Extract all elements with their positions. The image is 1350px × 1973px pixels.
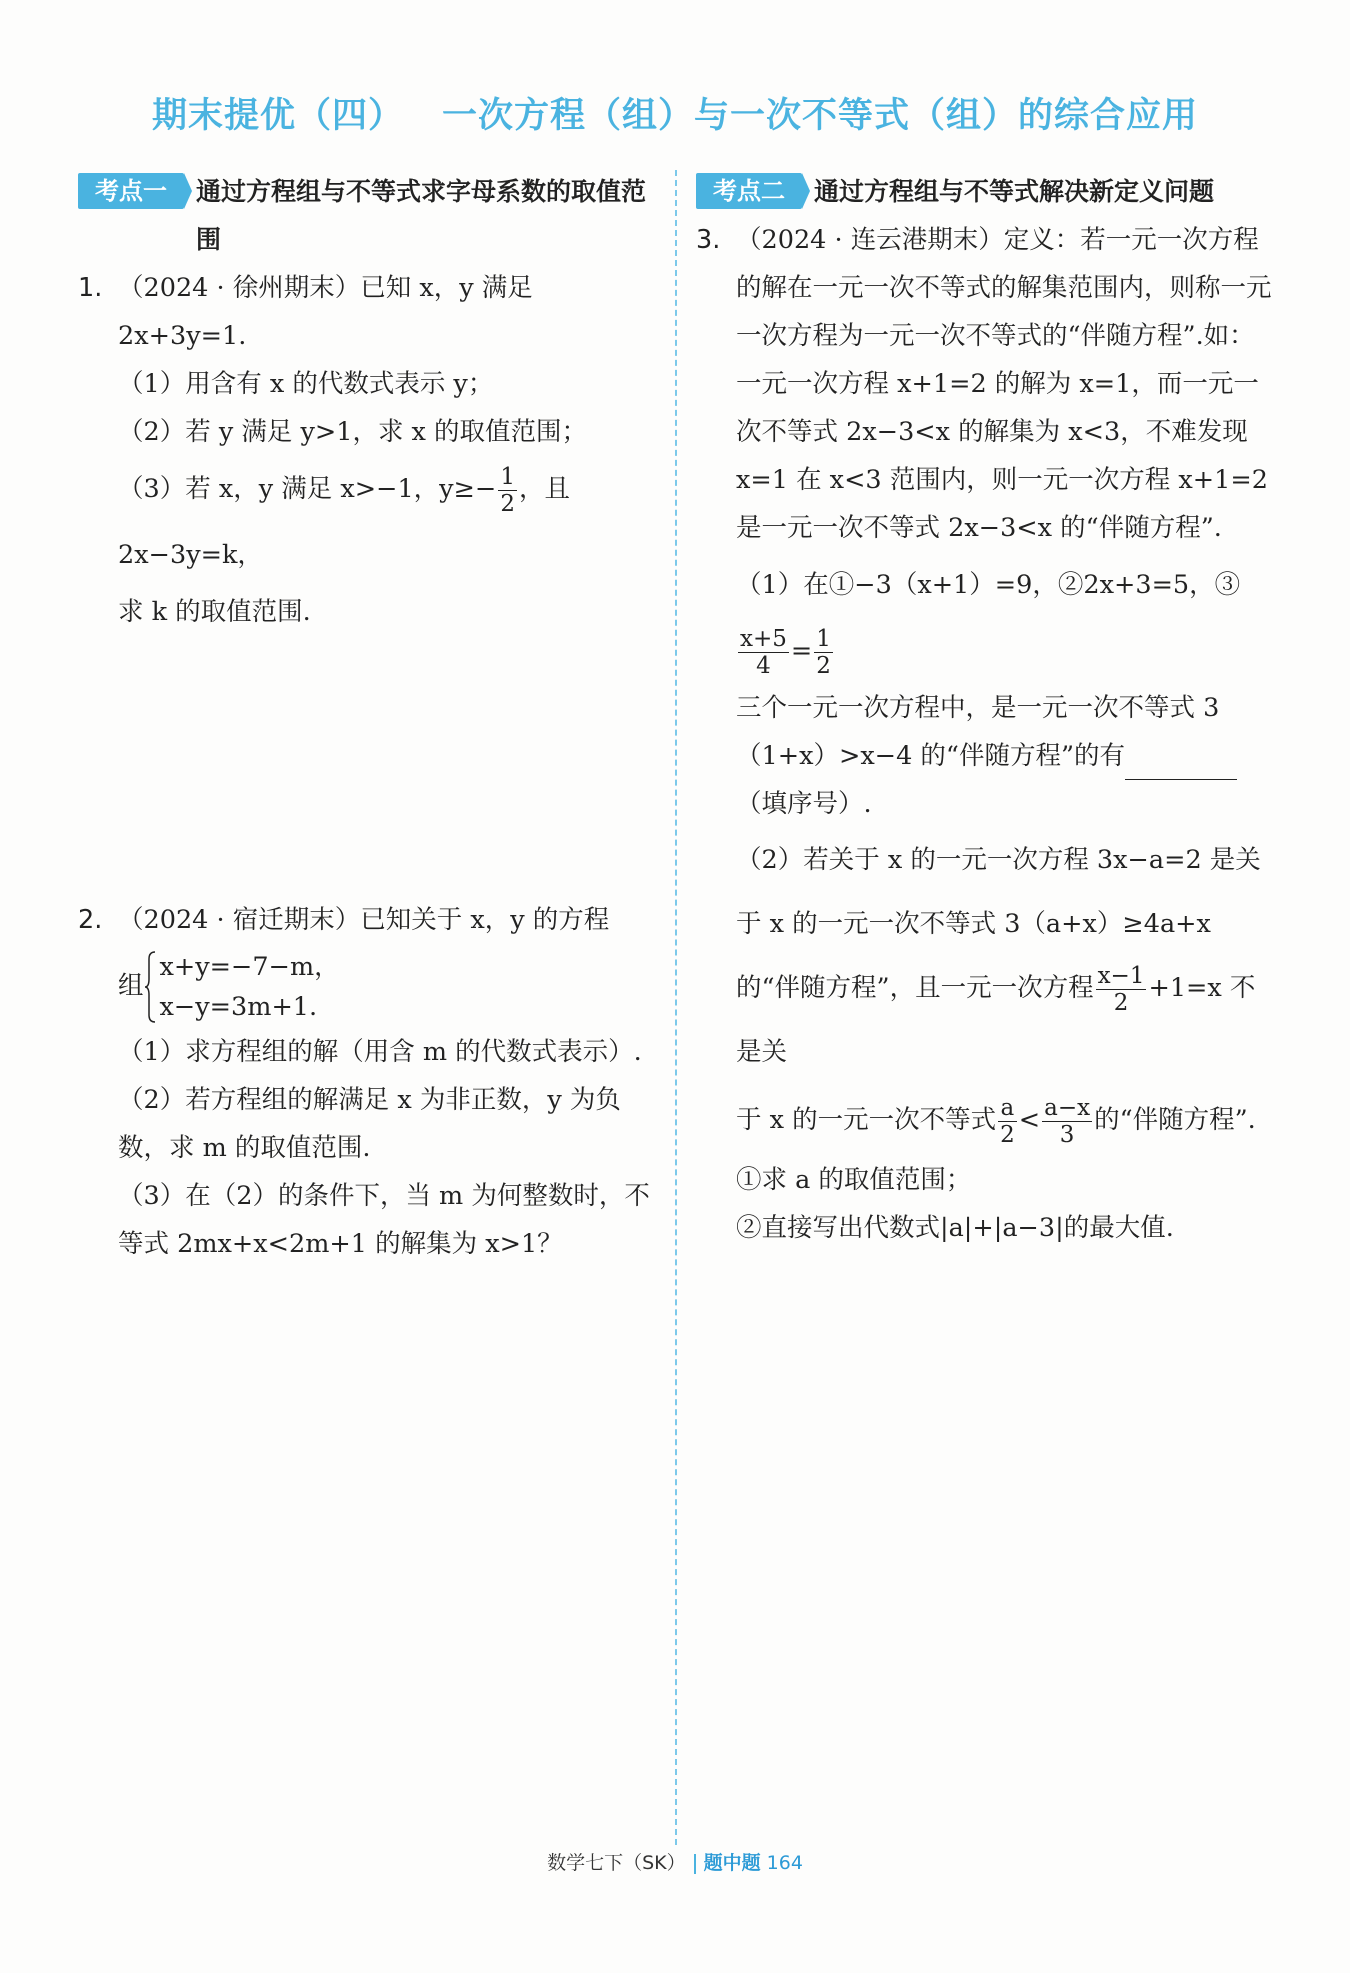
q3-fraction-1	[738, 626, 789, 679]
q3-fraction-1-num: x+5	[740, 625, 787, 652]
footer-separator	[694, 1854, 696, 1874]
q2-equation-1: x+y=−7−m，	[159, 952, 340, 982]
column-divider	[675, 170, 677, 1845]
question-number-2: 2.	[78, 905, 103, 935]
q3-fraction-4-num: a	[998, 1095, 1017, 1122]
q3-fraction-5-den: 3	[1059, 1121, 1075, 1148]
q3-part2	[736, 828, 1276, 1084]
q2-stem: （2024 · 宿迁期末）已知关于 x，y 的方程	[118, 905, 610, 935]
footer-book: 数学七下（SK）	[547, 1852, 686, 1874]
q1-part2: （2）若 y 满足 y>1，求 x 的取值范围；	[118, 417, 588, 447]
q3-fraction-5	[1042, 1095, 1092, 1148]
q3-fraction-1-den: 4	[756, 652, 771, 679]
q3-fraction-2	[814, 626, 833, 679]
q2-equation-2: x−y=3m+1.	[159, 992, 318, 1022]
q2-part1: （1）求方程组的解（用含 m 的代数式表示）.	[118, 1037, 642, 1067]
section-badge-1: 考点一	[78, 173, 184, 209]
q3-fraction-3-den: 2	[1113, 989, 1129, 1016]
q3-sub2: ②直接写出代数式|a|+|a−3|的最大值.	[736, 1213, 1174, 1243]
q3-fraction-4	[998, 1095, 1017, 1148]
q3-stem: （2024 · 连云港期末）定义：若一元一次方程的解在一元一次不等式的解集范围内，则称一元一次方程为一元一次不等式的“伴随方程”.如：一元一次方程 x+1=2 的解为 x=1，而一元一次不等式 2x−3<x 的解集为 x<3，不难发现 x=1 在 x<3 范围内，则一元一次方程 x+1=2 是一元一次不等式 2x−3<x 的“伴随方程”.	[736, 225, 1272, 543]
q2-part3: （3）在（2）的条件下，当 m 为何整数时，不等式 2mx+x<2m+1 的解集为 x>1？	[118, 1181, 650, 1259]
q3-fraction-3	[1096, 963, 1147, 1016]
q3-part1-end: （填序号）.	[736, 789, 872, 819]
section-heading-2	[696, 168, 1276, 216]
question-number-1: 1.	[78, 273, 103, 303]
section-badge-2: 考点二	[696, 173, 802, 209]
question-3	[696, 216, 1276, 1252]
q3-equals: =	[790, 636, 813, 666]
right-column	[696, 168, 1276, 1252]
brace-icon	[144, 951, 156, 1023]
q3-fraction-2-num: 1	[816, 625, 831, 652]
q3-part2-text-a: （2）若关于 x 的一元一次方程 3x−a=2 是关于 x 的一元一次不等式 3（a+x）≥4a+x 的“伴随方程”，且一元一次方程	[736, 845, 1261, 1003]
q3-fraction-5-num: a−x	[1044, 1094, 1091, 1121]
q3-fraction-3-num: x−1	[1097, 962, 1145, 989]
q3-fraction-2-den: 2	[816, 652, 831, 679]
q1-part3-text-a: （3）若 x，y 满足 x>−1，y≥−	[118, 474, 497, 504]
section-heading-1	[78, 168, 658, 264]
q1-fraction-num: 1	[500, 463, 515, 490]
q3-part1	[736, 552, 1276, 684]
section-title-1: 通过方程组与不等式求字母系数的取值范围	[196, 177, 647, 254]
q1-part3-text-b: ，且 2x−3y=k，	[118, 474, 570, 570]
q3-part1-cont	[736, 684, 1276, 780]
footer-tag: 题中题	[703, 1852, 761, 1874]
q3-part2-cont	[736, 1084, 1276, 1156]
q3-fraction-4-den: 2	[1000, 1121, 1015, 1148]
q1-fraction-den: 2	[500, 490, 515, 517]
q3-sub1: ①求 a 的取值范围；	[736, 1165, 972, 1195]
equation-system	[144, 947, 340, 1027]
page-title	[0, 88, 1350, 138]
title-part1: 期末提优（四）	[151, 95, 404, 136]
title-part2: 一次方程（组）与一次不等式（组）的综合应用	[442, 95, 1199, 136]
q1-part3-cont: 求 k 的取值范围.	[118, 597, 311, 627]
q3-part1-text-b: 三个一元一次方程中，是一元一次不等式 3（1+x）>x−4 的“伴随方程”的有	[736, 693, 1220, 771]
q1-part1: （1）用含有 x 的代数式表示 y；	[118, 369, 494, 399]
question-number-3: 3.	[696, 225, 721, 255]
section-title-2: 通过方程组与不等式解决新定义问题	[814, 177, 1215, 206]
q3-part2-text-b: +1=x 不是关	[736, 973, 1256, 1067]
q3-part2-text-c: 于 x 的一元一次不等式	[736, 1105, 997, 1135]
q2-part2: （2）若方程组的解满足 x 为非正数，y 为负数，求 m 的取值范围.	[118, 1085, 621, 1163]
q3-part2-text-d: 的“伴随方程”.	[1094, 1105, 1256, 1135]
question-2	[78, 896, 658, 1268]
answer-blank[interactable]	[1125, 749, 1237, 780]
question-1	[78, 264, 658, 636]
q1-fraction	[498, 464, 517, 517]
left-column	[78, 168, 658, 1268]
q3-part1-text-a: （1）在①−3（x+1）=9，②2x+3=5，③	[736, 570, 1241, 600]
q2-zu: 组	[118, 971, 144, 1001]
q3-less-than: <	[1018, 1105, 1041, 1135]
q2-system	[118, 944, 658, 1028]
q1-stem: （2024 · 徐州期末）已知 x，y 满足 2x+3y=1.	[118, 273, 533, 351]
page-footer	[0, 1848, 1350, 1875]
page-number: 164	[766, 1852, 803, 1874]
q1-part3	[118, 456, 658, 588]
